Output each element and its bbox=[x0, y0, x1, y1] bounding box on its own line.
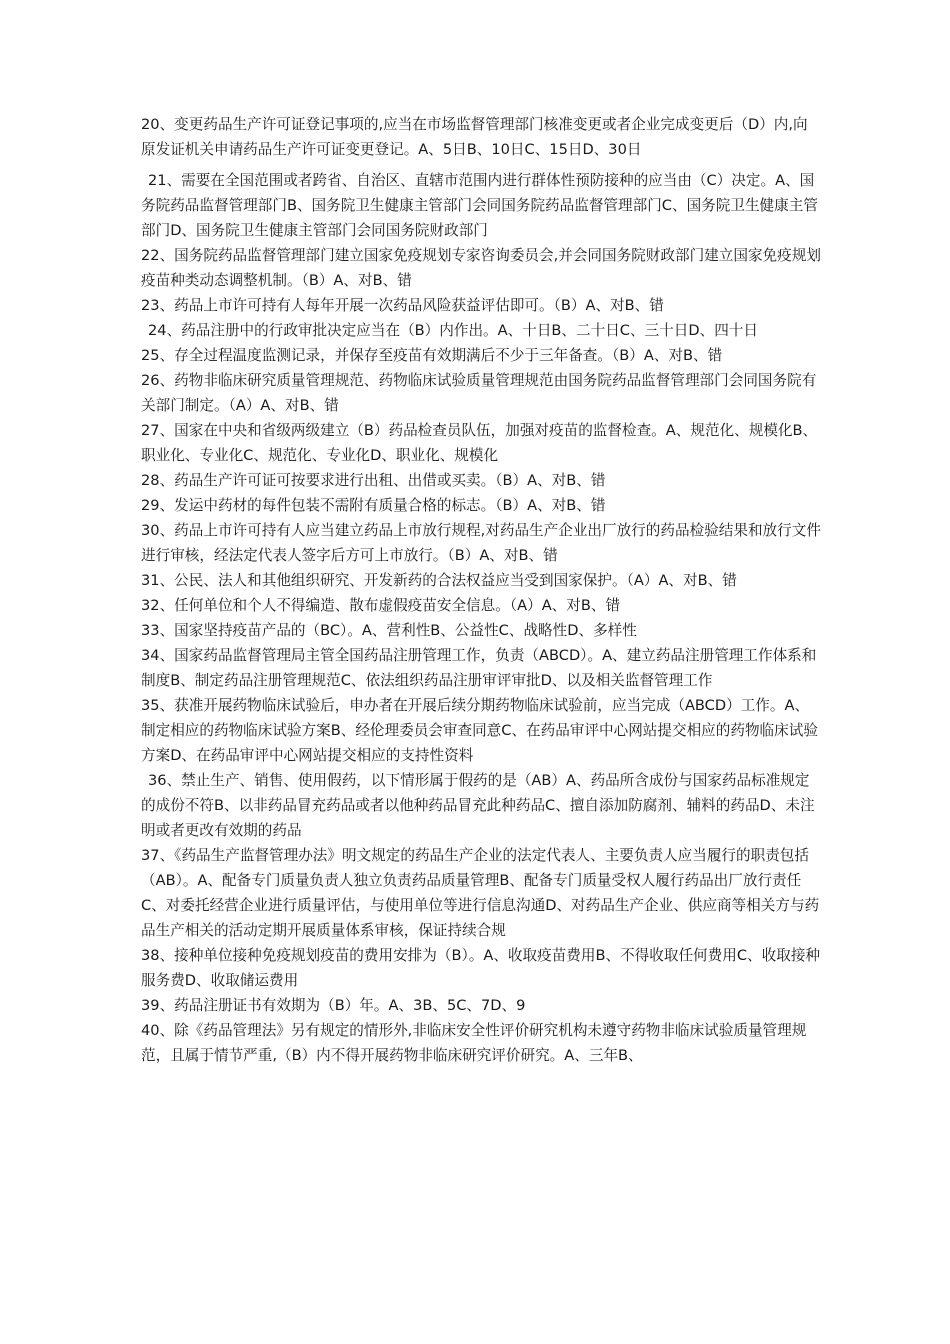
question-26: 26、药物非临床研究质量管理规范、药物临床试验质量管理规范由国务院药品监督管理部门会同国务院有关部门制定。（A）A、对B、错 bbox=[141, 372, 817, 414]
question-36: 36、禁止生产、销售、使用假药，以下情形属于假药的是（AB）A、药品所含成份与国家药品标准规定的成份不符B、以非药品冒充药品或者以他种药品冒充此种药品C、擅自添加防腐剂、辅料的药品D、未注明或者更改有效期的药品 bbox=[141, 772, 815, 839]
question-37: 37、《药品生产监督管理办法》明文规定的药品生产企业的法定代表人、主要负责人应当履行的职责包括（AB）。A、配备专门质量负责人独立负责药品质量管理B、配备专门质量受权人履行药品出厂放行责任C、对委托经营企业进行质量评估，与使用单位等进行信息沟通D、对药品生产企业、供应商等相关方与药品生产相关的活动定期开展质量体系审核，保证持续合规 bbox=[141, 847, 820, 939]
question-31: 31、公民、法人和其他组织研究、开发新药的合法权益应当受到国家保护。（A）A、对B、错 bbox=[141, 572, 737, 589]
question-40: 40、除《药品管理法》另有规定的情形外,非临床安全性评价研究机构未遵守药物非临床试验质量管理规范，且属于情节严重,（B）内不得开展药物非临床研究评价研究。A、三年B、 bbox=[141, 1022, 807, 1064]
question-25: 25、存全过程温度监测记录，并保存至疫苗有效期满后不少于三年备查。（B）A、对B、错 bbox=[141, 347, 723, 364]
question-27: 27、国家在中央和省级两级建立（B）药品检查员队伍，加强对疫苗的监督检查。A、规范化、规模化B、职业化、专业化C、规范化、专业化D、职业化、规模化 bbox=[141, 422, 818, 464]
question-30: 30、药品上市许可持有人应当建立药品上市放行规程,对药品生产企业出厂放行的药品检验结果和放行文件进行审核，经法定代表人签字后方可上市放行。（B）A、对B、错 bbox=[141, 522, 821, 564]
question-22: 22、国务院药品监督管理部门建立国家免疫规划专家咨询委员会,并会同国务院财政部门建立国家免疫规划疫苗种类动态调整机制。（B）A、对B、错 bbox=[141, 247, 821, 289]
question-32: 32、任何单位和个人不得编造、散布虚假疫苗安全信息。（A）A、对B、错 bbox=[141, 597, 621, 614]
question-35: 35、获准开展药物临床试验后，申办者在开展后续分期药物临床试验前，应当完成（ABCD）工作。A、制定相应的药物临床试验方案B、经伦理委员会审查同意C、在药品审评中心网站提交相应的药物临床试验方案D、在药品审评中心网站提交相应的支持性资料 bbox=[141, 697, 818, 764]
question-34: 34、国家药品监督管理局主管全国药品注册管理工作，负责（ABCD）。A、建立药品注册管理工作体系和制度B、制定药品注册管理规范C、依法组织药品注册审评审批D、以及相关监督管理工作 bbox=[141, 647, 817, 689]
question-20: 20、变更药品生产许可证登记事项的,应当在市场监督管理部门核准变更或者企业完成变更后（D）内,向原发证机关申请药品生产许可证变更登记。A、5日B、10日C、15日D、30日 bbox=[141, 116, 808, 158]
question-23: 23、药品上市许可持有人每年开展一次药品风险获益评估即可。（B）A、对B、错 bbox=[141, 297, 664, 314]
question-39: 39、药品注册证书有效期为（B）年。A、3B、5C、7D、9 bbox=[141, 997, 526, 1014]
question-33: 33、国家坚持疫苗产品的（BC）。A、营利性B、公益性C、战略性D、多样性 bbox=[141, 622, 637, 639]
question-38: 38、接种单位接种免疫规划疫苗的费用安排为（B）。A、收取疫苗费用B、不得收取任何费用C、收取接种服务费D、收取储运费用 bbox=[141, 947, 821, 989]
question-24: 24、药品注册中的行政审批决定应当在（B）内作出。A、十日B、二十日C、三十日D、四十日 bbox=[148, 322, 758, 339]
question-29: 29、发运中药材的每件包装不需附有质量合格的标志。（B）A、对B、错 bbox=[141, 497, 606, 514]
document-body bbox=[141, 112, 821, 1068]
question-28: 28、药品生产许可证可按要求进行出租、出借或买卖。（B）A、对B、错 bbox=[141, 472, 606, 489]
question-21: 21、需要在全国范围或者跨省、自治区、直辖市范围内进行群体性预防接种的应当由（C）决定。A、国务院药品监督管理部门B、国务院卫生健康主管部门会同国务院药品监督管理部门C、国务院卫生健康主管部门D、国务院卫生健康主管部门会同国务院财政部门 bbox=[141, 172, 818, 239]
